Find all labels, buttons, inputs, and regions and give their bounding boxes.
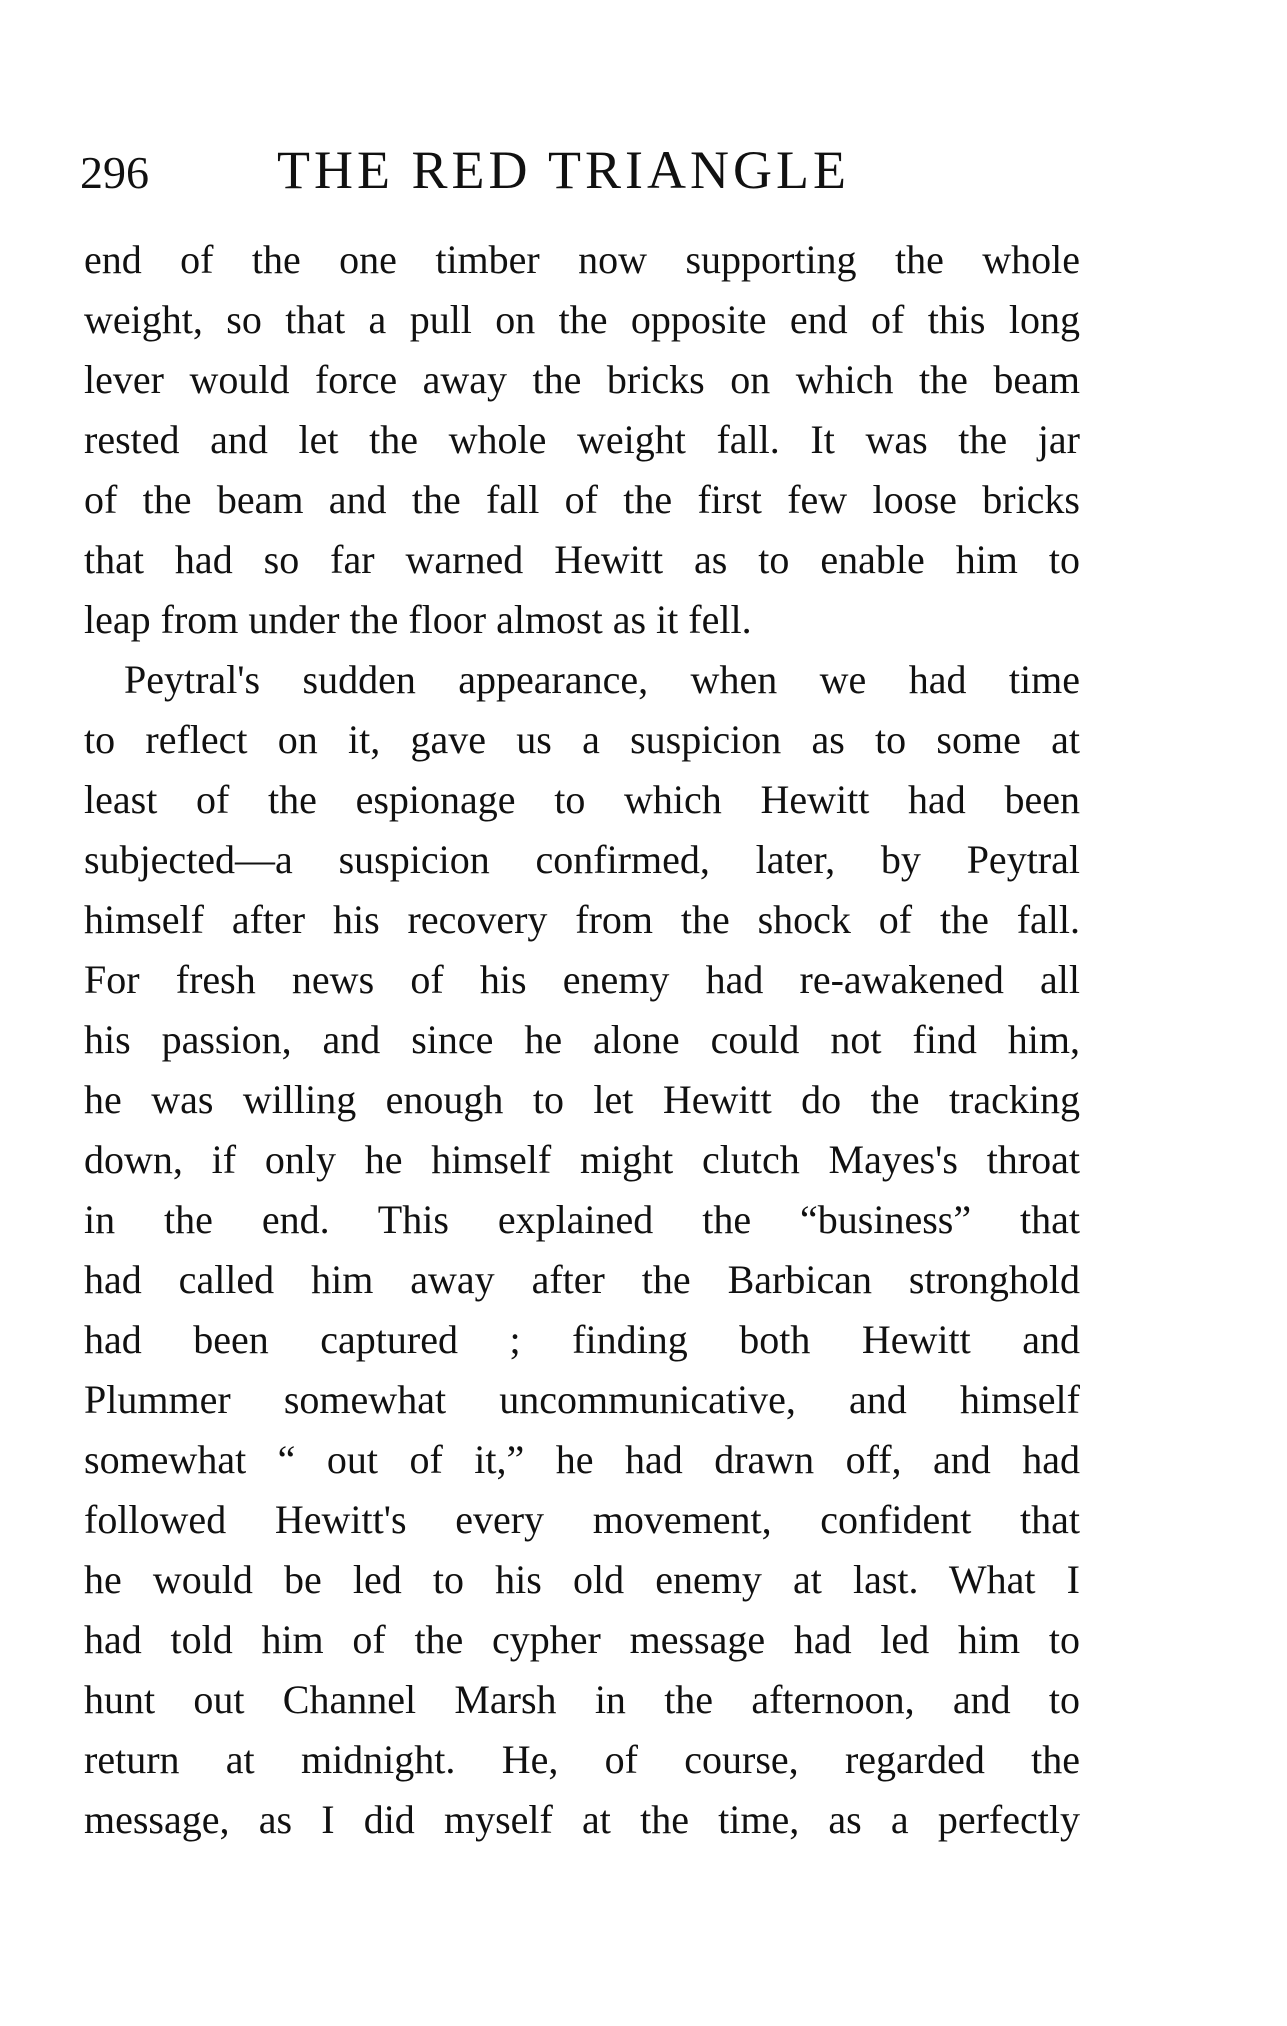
running-title: THE RED TRIANGLE	[277, 140, 850, 200]
text-line: had called him away after the Barbican stronghold	[84, 1257, 1080, 1302]
text-line: in the end. This explained the “business” that	[84, 1197, 1080, 1242]
page-number: 296	[80, 147, 149, 198]
text-line: end of the one timber now supporting the whole	[84, 237, 1080, 282]
text-line: return at midnight. He, of course, regarded the	[84, 1737, 1080, 1782]
text-line: message, as I did myself at the time, as a perfectly	[84, 1797, 1080, 1842]
text-line: least of the espionage to which Hewitt had been	[84, 777, 1080, 822]
text-line: that had so far warned Hewitt as to enable him to	[84, 537, 1080, 582]
text-line: he was willing enough to let Hewitt do the tracking	[84, 1077, 1080, 1122]
text-line: Plummer somewhat uncommunicative, and himself	[84, 1377, 1080, 1422]
paragraph-start-line: Peytral's sudden appearance, when we had time	[124, 657, 1080, 702]
text-line: had been captured ; finding both Hewitt and	[84, 1317, 1080, 1362]
text-line: weight, so that a pull on the opposite end of this long	[84, 297, 1080, 342]
text-line: subjected—a suspicion confirmed, later, by Peytral	[84, 837, 1080, 882]
text-line: to reflect on it, gave us a suspicion as to some at	[84, 717, 1080, 762]
text-line: somewhat “ out of it,” he had drawn off, and had	[84, 1437, 1080, 1482]
body-text	[84, 230, 1080, 1850]
text-line: lever would force away the bricks on which the beam	[84, 357, 1080, 402]
text-line: hunt out Channel Marsh in the afternoon, and to	[84, 1677, 1080, 1722]
text-line: For fresh news of his enemy had re-awakened all	[84, 957, 1080, 1002]
text-line: rested and let the whole weight fall. It was the jar	[84, 417, 1080, 462]
text-line: had told him of the cypher message had led him to	[84, 1617, 1080, 1662]
text-line: his passion, and since he alone could not find him,	[84, 1017, 1080, 1062]
paragraph-end-line: leap from under the floor almost as it fell.	[84, 597, 752, 642]
text-line: himself after his recovery from the shock of the fall.	[84, 897, 1080, 942]
text-line: followed Hewitt's every movement, confident that	[84, 1497, 1080, 1542]
text-line: down, if only he himself might clutch Mayes's throat	[84, 1137, 1080, 1182]
text-line: he would be led to his old enemy at last. What I	[84, 1557, 1080, 1602]
text-line: of the beam and the fall of the first few loose bricks	[84, 477, 1080, 522]
running-head	[80, 138, 1080, 208]
